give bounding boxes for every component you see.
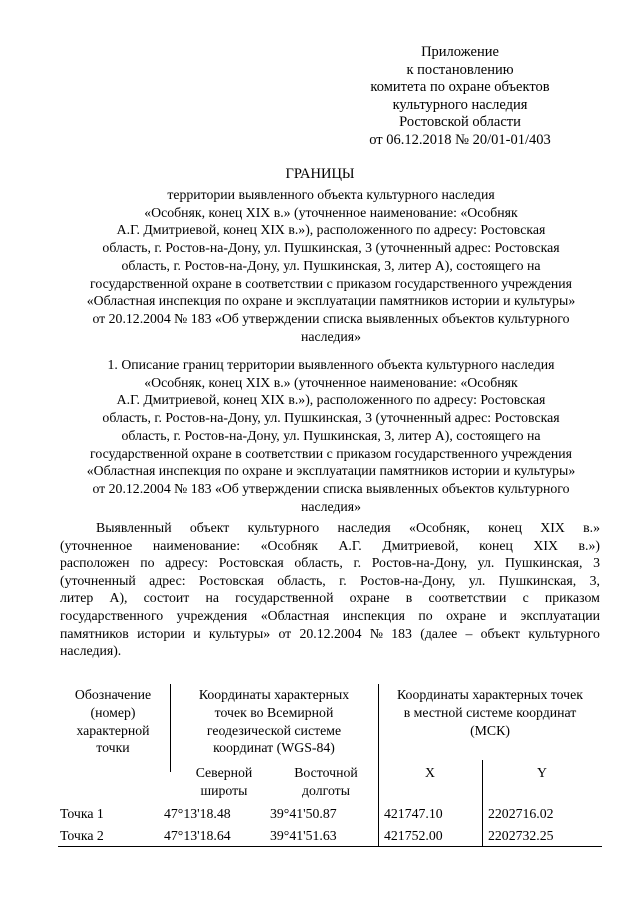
msk-x: 421752.00 (384, 828, 443, 843)
paragraph-line (60, 589, 600, 607)
paragraph-line (60, 642, 600, 660)
paragraph-word: Ростов-на-Дону, (360, 572, 456, 588)
paragraph-word: «Особняк (260, 537, 318, 553)
paragraph-word: расположен (60, 555, 130, 571)
paragraph-word: приказом (544, 590, 600, 606)
paragraph-word: культуры» (208, 625, 271, 641)
appendix-line: от 06.12.2018 № 20/01-01/403 (369, 131, 551, 148)
table-bottom-border (58, 846, 602, 847)
msk-y: 2202732.25 (488, 828, 554, 843)
paragraph-word: по (418, 607, 433, 623)
paragraph-word: по (140, 555, 155, 571)
header-wgs84: Координаты характерных точек во Всемирной геодезической системе координат (WGS-84) (198, 687, 350, 756)
header-point: Обозначение (номер) характерной точки (74, 687, 152, 756)
paragraph-word: учреждения (176, 607, 248, 623)
paragraph-word: эксплуатации (520, 607, 600, 623)
paragraph-word: инспекция (342, 607, 405, 623)
paragraph-word: XIX (533, 537, 558, 553)
section-line: область, г. Ростов-на-Дону, ул. Пушкинская, 3 (уточненный адрес: Ростовская (102, 410, 560, 426)
description-paragraph (60, 519, 600, 660)
subtitle-block (52, 186, 610, 345)
north-latitude: 47°13'18.64 (164, 828, 231, 843)
east-longitude: 39°41'51.63 (270, 828, 337, 843)
paragraph-word: состоит (143, 590, 190, 606)
paragraph-line (60, 537, 600, 555)
subtitle-line: наследия» (300, 328, 362, 344)
paragraph-word: наследия). (60, 643, 122, 659)
subtitle-line: «Особняк, конец XIX в.» (уточненное наименование: «Особняк (144, 204, 518, 220)
subheader-east: Восточной долготы (294, 765, 358, 798)
paragraph-word: памятников (60, 625, 129, 641)
paragraph-word: (уточненное (60, 537, 133, 553)
paragraph-word: от (278, 625, 292, 641)
paragraph-line (60, 625, 600, 643)
paragraph-word: соответствии (428, 590, 507, 606)
point-name: Точка 1 (60, 806, 104, 821)
paragraph-word: (уточненный (60, 572, 136, 588)
paragraph-word: «Областная (260, 607, 330, 623)
paragraph-word: г. (339, 572, 347, 588)
paragraph-word: ул. (468, 572, 486, 588)
paragraph-word: XIX (540, 520, 565, 535)
paragraph-word: Дмитриевой, (382, 537, 459, 553)
paragraph-word: и (499, 607, 507, 623)
table-divider (170, 684, 171, 772)
table-divider (378, 684, 379, 846)
paragraph-word: и (193, 625, 201, 641)
paragraph-word: конец (479, 537, 513, 553)
header-msk: Координаты характерных точек в местной системе координат (МСК) (397, 687, 583, 738)
appendix-line: Ростовской области (399, 114, 521, 130)
paragraph-word: 3, (589, 572, 600, 588)
paragraph-word: А), (109, 590, 128, 606)
section-line: область, г. Ростов-на-Дону, ул. Пушкинская, 3, литер А), состоящего на (121, 427, 541, 443)
table-divider (482, 760, 483, 846)
paragraph-word: объект (189, 520, 230, 535)
msk-y: 2202716.02 (488, 806, 554, 821)
paragraph-word: – (465, 625, 473, 641)
paragraph-line (60, 554, 600, 572)
paragraph-word: Ростовская (218, 555, 284, 571)
appendix-line: Приложение (421, 44, 499, 60)
paragraph-word: «Особняк, (409, 520, 470, 535)
paragraph-word: наименование: (152, 537, 241, 553)
subtitle-line: область, г. Ростов-на-Дону, ул. Пушкинская, 3, литер А), состоящего на (121, 257, 541, 273)
paragraph-word: с (522, 590, 529, 606)
section-1-heading (52, 356, 610, 515)
subheader-north: Северной широты (195, 765, 253, 798)
east-longitude: 39°41'50.87 (270, 806, 337, 821)
subtitle-line: территории выявленного объекта культурного наследия (167, 187, 495, 202)
paragraph-word: 20.12.2004 (299, 625, 362, 641)
paragraph-word: на (205, 590, 219, 606)
paragraph-word: истории (137, 625, 185, 641)
paragraph-word: г. (353, 555, 362, 571)
paragraph-word: № (369, 625, 383, 641)
paragraph-line (60, 519, 600, 537)
subtitle-line: область, г. Ростов-на-Дону, ул. Пушкинская, 3 (уточненный адрес: Ростовская (102, 240, 560, 256)
paragraph-word: культурного (247, 520, 320, 535)
point-name: Точка 2 (60, 828, 104, 843)
paragraph-word: Пушкинская, (498, 572, 577, 588)
paragraph-word: Выявленный (96, 520, 172, 535)
paragraph-word: культурного (528, 625, 600, 641)
section-line: «Особняк, конец XIX в.» (уточненное наименование: «Особняк (144, 374, 518, 390)
section-line: от 20.12.2004 № 183 «Об утверждении списка выявленных объектов культурного (92, 480, 570, 496)
subheader-x: X (425, 765, 435, 780)
paragraph-word: конец (488, 520, 522, 535)
paragraph-word: Ростов-на-Дону, (371, 555, 468, 571)
subheader-y: Y (537, 765, 547, 780)
paragraph-word: (далее (420, 625, 458, 641)
paragraph-word: объект (480, 625, 521, 641)
msk-x: 421747.10 (384, 806, 443, 821)
subtitle-line: А.Г. Дмитриевой, конец XIX в.»), расположенного по адресу: Ростовская (116, 222, 546, 238)
document-title: ГРАНИЦЫ (285, 166, 355, 182)
paragraph-word: в.» (583, 520, 600, 535)
appendix-block (320, 44, 600, 149)
section-line: «Областная инспекция по охране и эксплуатации памятников истории и культуры» (86, 463, 576, 479)
paragraph-word: А.Г. (338, 537, 362, 553)
subtitle-line: государственной охране в соответствии с приказом государственного учреждения (90, 275, 572, 291)
paragraph-word: охране (446, 607, 487, 623)
north-latitude: 47°13'18.48 (164, 806, 231, 821)
section-line: А.Г. Дмитриевой, конец XIX в.»), расположенного по адресу: Ростовская (116, 392, 546, 408)
paragraph-word: 3 (593, 555, 600, 571)
paragraph-word: адрес: (149, 572, 186, 588)
section-line: государственной охране в соответствии с приказом государственного учреждения (90, 445, 572, 461)
paragraph-word: охране (349, 590, 390, 606)
appendix-line: комитета по охране объектов (370, 79, 550, 95)
paragraph-word: 183 (391, 625, 412, 641)
appendix-line: к постановлению (406, 61, 514, 78)
paragraph-word: область, (277, 572, 326, 588)
paragraph-word: в (405, 590, 413, 606)
paragraph-word: литер (60, 590, 94, 606)
paragraph-word: область, (294, 555, 343, 571)
paragraph-word: Пушкинская, (504, 555, 583, 571)
paragraph-word: государственного (60, 607, 164, 623)
subtitle-line: «Областная инспекция по охране и эксплуатации памятников истории и культуры» (86, 293, 576, 309)
section-line: 1. Описание границ территории выявленного объекта культурного наследия (107, 357, 555, 372)
subtitle-line: от 20.12.2004 № 183 «Об утверждении списка выявленных объектов культурного (92, 310, 570, 326)
appendix-line: культурного наследия (392, 96, 528, 113)
paragraph-word: государственной (235, 590, 334, 606)
paragraph-word: в.») (578, 537, 600, 553)
paragraph-word: Ростовская (198, 572, 264, 588)
paragraph-line (60, 607, 600, 625)
paragraph-word: ул. (477, 555, 495, 571)
paragraph-line (60, 572, 600, 590)
paragraph-word: адресу: (165, 555, 209, 571)
paragraph-word: наследия (337, 520, 391, 535)
section-line: наследия» (300, 498, 362, 514)
